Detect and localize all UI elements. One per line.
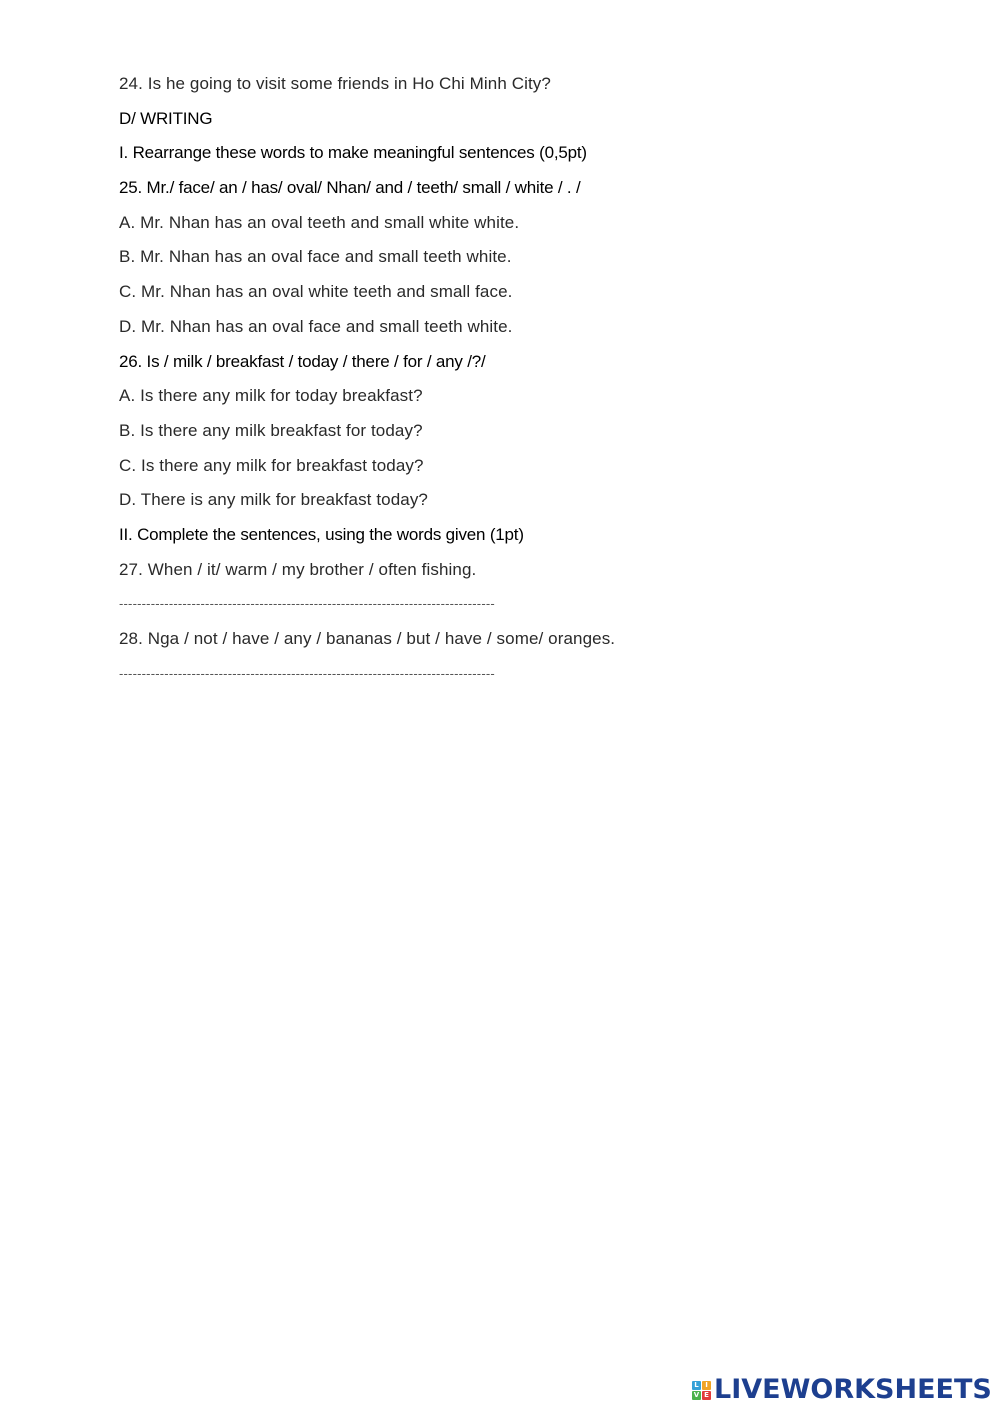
logo-mark-tile: I bbox=[702, 1381, 711, 1390]
question-24: 24. Is he going to visit some friends in Ho Chi Minh City? bbox=[119, 74, 551, 93]
question-26-option-d: D. There is any milk for breakfast today? bbox=[119, 490, 428, 510]
question-25-option-c: C. Mr. Nhan has an oval white teeth and small face. bbox=[119, 282, 513, 302]
logo-mark-icon bbox=[692, 1381, 711, 1400]
part-heading-complete: II. Complete the sentences, using the words given (1pt) bbox=[119, 524, 524, 544]
question-25-option-a: A. Mr. Nhan has an oval teeth and small white white. bbox=[119, 212, 520, 232]
logo-mark-tile: L bbox=[692, 1381, 701, 1390]
section-heading-writing: D/ WRITING bbox=[119, 108, 213, 128]
question-25: 25. Mr./ face/ an / has/ oval/ Nhan/ and / teeth/ small / white / . / bbox=[119, 178, 581, 198]
question-26: 26. Is / milk / breakfast / today / there / for / any /?/ bbox=[119, 351, 486, 371]
worksheet-content bbox=[119, 70, 879, 694]
logo-mark-tile: E bbox=[702, 1391, 711, 1400]
question-28-answer-line[interactable]: ----------------------------------------------------------------------------------- bbox=[119, 665, 495, 681]
question-27-answer-line[interactable]: ----------------------------------------------------------------------------------- bbox=[119, 596, 495, 612]
question-27: 27. When / it/ warm / my brother / often fishing. bbox=[119, 559, 477, 579]
logo-mark-tile: V bbox=[693, 1390, 700, 1399]
question-26-option-a: A. Is there any milk for today breakfast? bbox=[119, 386, 423, 406]
liveworksheets-logo bbox=[692, 1375, 992, 1405]
logo-text: LIVEWORKSHEETS bbox=[714, 1374, 992, 1405]
part-heading-rearrange: I. Rearrange these words to make meaningful sentences (0,5pt) bbox=[119, 143, 587, 163]
question-25-option-d: D. Mr. Nhan has an oval face and small teeth white. bbox=[119, 316, 513, 336]
question-26-option-c: C. Is there any milk for breakfast today? bbox=[119, 455, 424, 475]
question-28: 28. Nga / not / have / any / bananas / but / have / some/ oranges. bbox=[119, 629, 616, 648]
question-25-option-b: B. Mr. Nhan has an oval face and small teeth white. bbox=[119, 247, 512, 267]
question-26-option-b: B. Is there any milk breakfast for today? bbox=[119, 420, 423, 440]
